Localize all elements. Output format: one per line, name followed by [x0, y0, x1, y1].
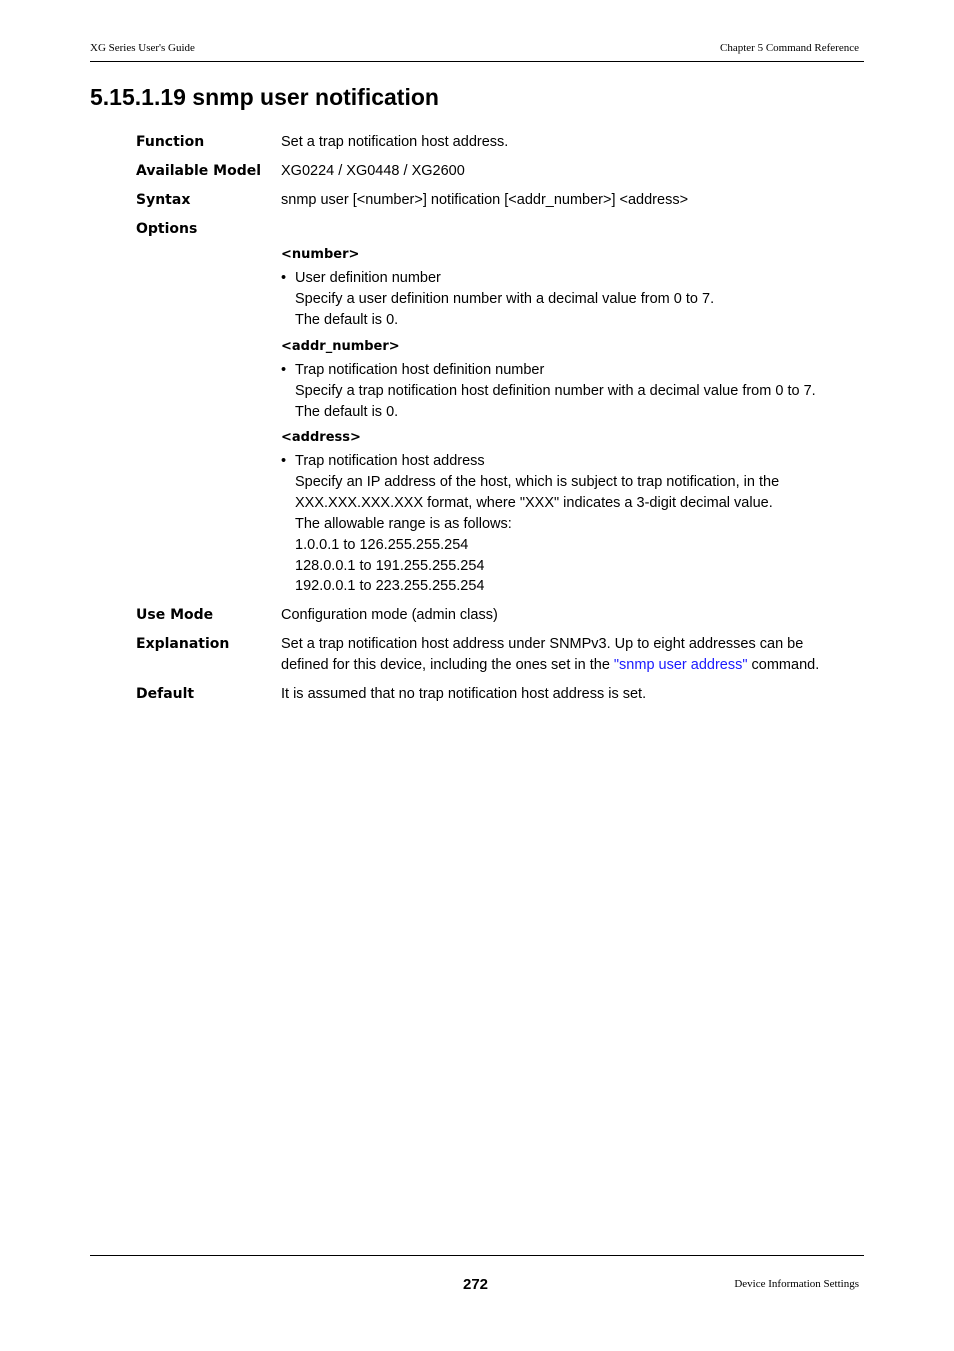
explanation-label: Explanation: [136, 636, 230, 652]
options-label: Options: [136, 221, 198, 237]
option-address-range-2: 128.0.0.1 to 191.255.255.254: [295, 558, 485, 574]
header-chapter: Chapter 5 Command Reference: [720, 42, 859, 54]
option-address-name: <address>: [281, 430, 361, 445]
explanation-line-2: [281, 655, 819, 676]
model-label: Available Model: [136, 163, 262, 179]
option-address-bullet-text: Trap notification host address: [295, 453, 485, 469]
syntax-value: snmp user [<number>] notification [<addr_number>] <address>: [281, 192, 689, 208]
option-number-name: <number>: [281, 247, 360, 262]
option-addr-number-default: The default is 0.: [295, 404, 399, 420]
use-mode-label: Use Mode: [136, 607, 214, 623]
model-value: XG0224 / XG0448 / XG2600: [281, 163, 465, 179]
explanation-text-after: command.: [747, 657, 820, 673]
snmp-user-address-link[interactable]: "snmp user address": [613, 657, 748, 673]
option-number-default: The default is 0.: [295, 312, 399, 328]
option-address-line-1: Specify an IP address of the host, which is subject to trap notification, in the: [295, 474, 780, 490]
default-label: Default: [136, 686, 195, 702]
option-address-line-2: XXX.XXX.XXX.XXX format, where "XXX" indicates a 3-digit decimal value.: [295, 495, 773, 511]
header-guide-title: XG Series User's Guide: [90, 42, 195, 54]
page-number: 272: [463, 1276, 489, 1293]
option-addr-number-name: <addr_number>: [281, 339, 400, 354]
footer-section: Device Information Settings: [734, 1278, 859, 1290]
use-mode-value: Configuration mode (admin class): [281, 607, 498, 623]
explanation-line-1: Set a trap notification host address under SNMPv3. Up to eight addresses can be: [281, 636, 804, 652]
section-title: 5.15.1.19 snmp user notification: [90, 84, 439, 110]
option-addr-number-desc: Specify a trap notification host definition number with a decimal value from 0 to 7.: [295, 383, 816, 399]
option-address-line-3: The allowable range is as follows:: [295, 516, 512, 532]
bullet-icon: •: [281, 453, 287, 469]
option-number-desc: Specify a user definition number with a decimal value from 0 to 7.: [295, 291, 715, 307]
option-address-range-1: 1.0.0.1 to 126.255.255.254: [295, 537, 469, 553]
bullet-icon: •: [281, 270, 287, 286]
page-header: [90, 41, 864, 62]
bullet-icon: •: [281, 362, 287, 378]
option-number-bullet-text: User definition number: [295, 270, 441, 286]
option-addr-number-bullet: [281, 360, 544, 381]
syntax-label: Syntax: [136, 192, 191, 208]
option-address-range-3: 192.0.0.1 to 223.255.255.254: [295, 578, 485, 594]
footer-rule: [90, 1255, 864, 1256]
function-value: Set a trap notification host address.: [281, 134, 509, 150]
option-number-bullet: [281, 268, 441, 289]
explanation-text-before: defined for this device, including the ones set in the: [281, 657, 614, 673]
default-value: It is assumed that no trap notification host address is set.: [281, 686, 647, 702]
option-address-bullet: [281, 451, 485, 472]
function-label: Function: [136, 134, 205, 150]
option-addr-number-bullet-text: Trap notification host definition number: [295, 362, 545, 378]
